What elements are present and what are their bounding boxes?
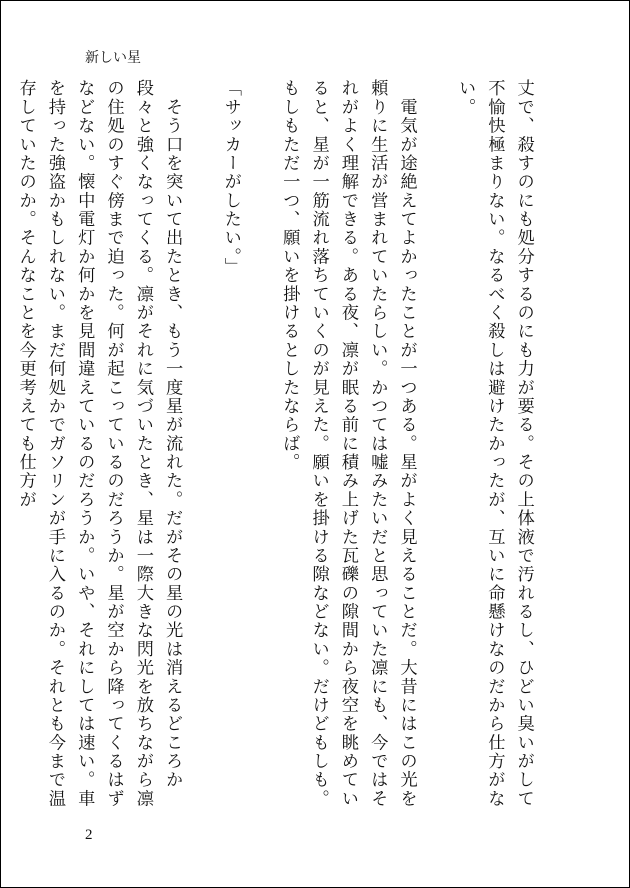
paragraph: そう口を突いて出たとき、もう一度星が流れた。だがその星の光は消えるどころか段々と強くなってくる。凛がそれに気づいたとき、星は一際大きな閃光を放ちながら凛の住処のすぐ傍まで迫った。何が起こっているのだろうか。星が空から降ってくるはずなどない。懐中電灯か何かを見間違えているのだろうか。いや、それにしては速い。車を持った強盗かもしれない。まだ何処かでガソリンが手に入るのか。それとも今まで温存していたのか。そんなことを今更考えても仕方が: [15, 79, 183, 808]
paragraph: 丈で、殺すのにも処分するのにも力が要る。その上体液で汚れるし、ひどい臭いがして不愉快極まりない。なるべく殺しは避けたかったが、互いに命懸けなのだから仕方がない。: [455, 79, 534, 808]
paragraph: 「サッカーがしたい。」: [220, 79, 241, 276]
page-number: 2: [85, 827, 93, 843]
running-header-title: 新しい星: [85, 50, 141, 66]
vertical-body-text: [0, 79, 567, 819]
paragraph: 電気が途絶えてよかったことが一つある。星がよく見えることだ。大昔にはこの光を頼りに生活が営まれていたらしい。かつては嘘みたいだと思っていた凛にも、今ではそれがよく理解できる。ある夜、凛が眠る前に積み上げた瓦礫の隙間から夜空を眺めていると、星が一筋流れ落ちていくのが見えた。願いを掛ける隙などない。だけどもしも。もしもただ一つ、願いを掛けるとしたならば。: [279, 79, 417, 808]
